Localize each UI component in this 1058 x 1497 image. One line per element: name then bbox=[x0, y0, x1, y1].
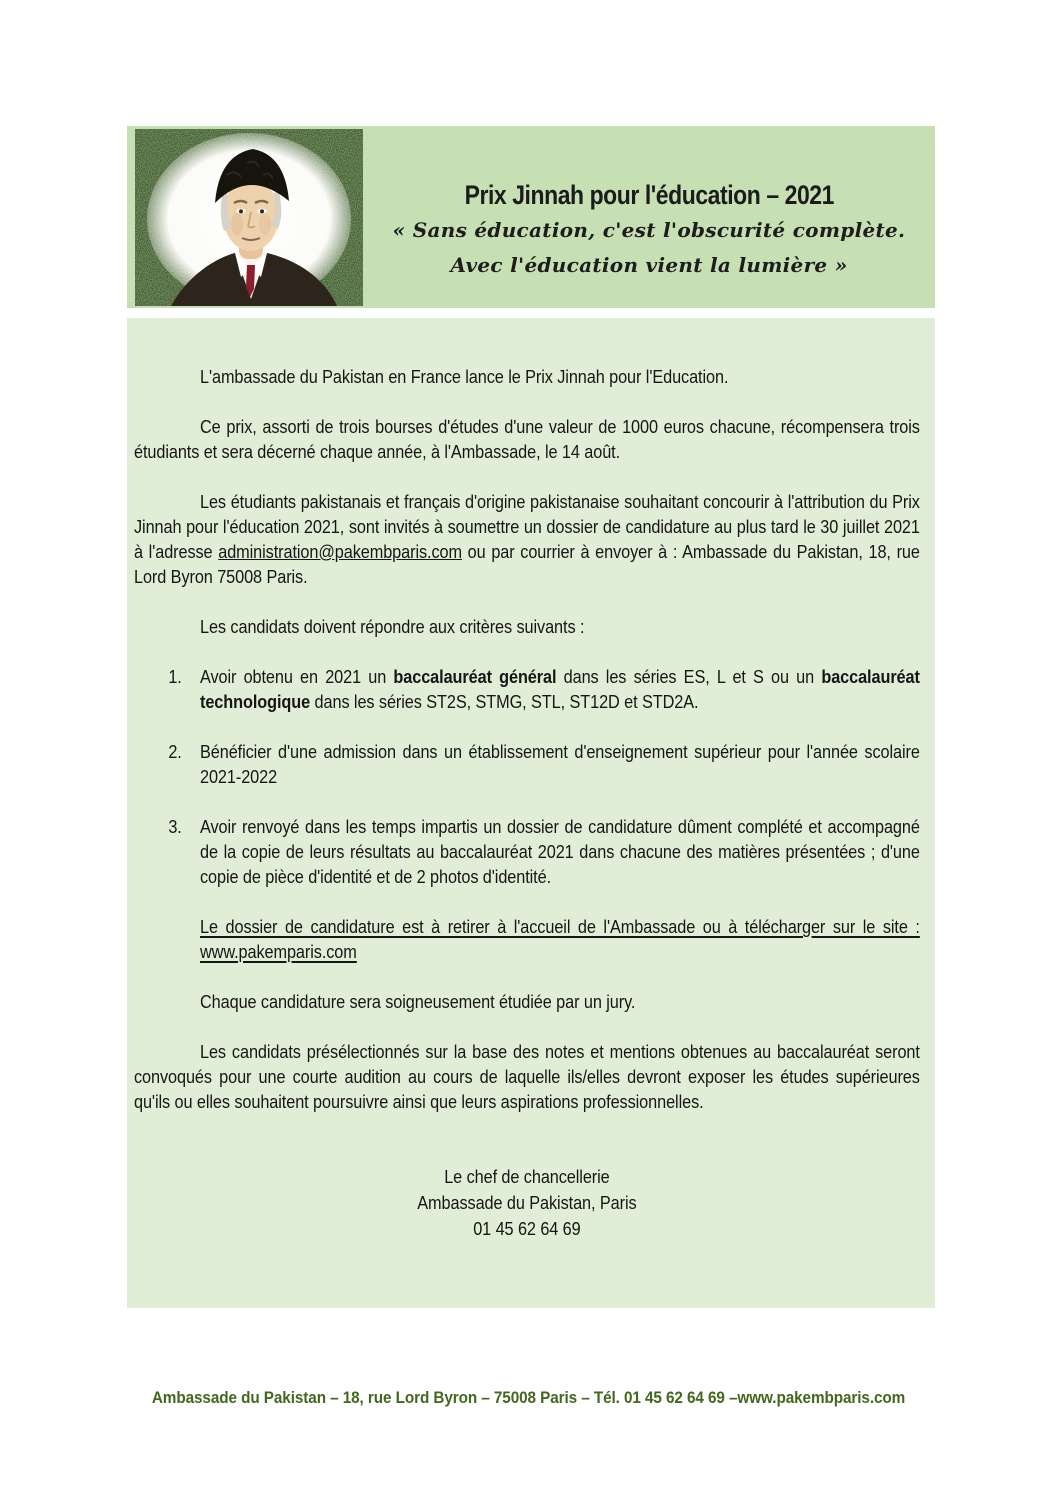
intro-paragraph: L'ambassade du Pakistan en France lance le Prix Jinnah pour l'Education. bbox=[200, 366, 729, 387]
page-title-text: Prix Jinnah pour l'éducation – 2021 bbox=[464, 180, 834, 210]
footer-text: Ambassade du Pakistan – 18, rue Lord Byron – 75008 Paris – Tél. 01 45 62 64 69 –www.pakembparis.com bbox=[152, 1388, 906, 1407]
quote-line-1: « Sans éducation, c'est l'obscurité complète. bbox=[392, 218, 906, 242]
criterion-1-bold-general: baccalauréat général bbox=[393, 666, 557, 687]
criterion-1-text-3: dans les séries ST2S, STMG, STL, ST12D et STD2A. bbox=[310, 691, 699, 712]
application-paragraph bbox=[134, 489, 920, 589]
jinnah-portrait bbox=[135, 129, 363, 306]
criterion-2 bbox=[134, 739, 920, 789]
criterion-1 bbox=[134, 664, 920, 714]
email-link[interactable]: administration@pakembparis.com bbox=[218, 541, 462, 562]
dossier-link-text: Le dossier de candidature est à retirer à l'accueil de l'Ambassade ou à télécharger sur le site : bbox=[200, 916, 920, 937]
criterion-3-text: Avoir renvoyé dans les temps impartis un dossier de candidature dûment complété et accompagné de la copie de leurs résultats au baccalauréat 2021 dans chacune des matières présentées ; d'une copie de pièce d'identité et de 2 photos d'identité. bbox=[200, 816, 920, 887]
quote-line-2: Avec l'éducation vient la lumière » bbox=[450, 253, 848, 277]
signature-phone: 01 45 62 64 69 bbox=[473, 1218, 581, 1239]
criterion-1-bold-technologique: baccalauréat technologique bbox=[200, 666, 920, 712]
criterion-2-text: Bénéficier d'une admission dans un établissement d'enseignement supérieur pour l'année scolaire 2021-2022 bbox=[200, 741, 920, 787]
content-block bbox=[127, 318, 935, 1308]
application-text-after: ou par courrier à envoyer à : Ambassade du Pakistan, 18, rue Lord Byron 75008 Paris. bbox=[134, 541, 920, 587]
signature-block bbox=[134, 1164, 920, 1242]
page-title bbox=[432, 180, 867, 211]
criterion-2-number: 2. bbox=[168, 741, 182, 762]
jury-line: Chaque candidature sera soigneusement étudiée par un jury. bbox=[200, 991, 636, 1012]
footer-line bbox=[0, 1388, 1058, 1408]
preselection-paragraph: Les candidats présélectionnés sur la base des notes et mentions obtenues au baccalauréat seront convoqués pour une courte audition au cours de laquelle ils/elles devront exposer les études supérieures qu'ils ou elles souhaitent poursuivre ainsi que leurs aspirations professionnelles. bbox=[134, 1041, 920, 1112]
prize-paragraph: Ce prix, assorti de trois bourses d'études d'une valeur de 1000 euros chacune, récompensera trois étudiants et sera décerné chaque année, à l'Ambassade, le 14 août. bbox=[134, 416, 920, 462]
signature-org: Ambassade du Pakistan, Paris bbox=[417, 1192, 637, 1213]
criterion-1-text-1: Avoir obtenu en 2021 un bbox=[200, 666, 394, 687]
website-link[interactable]: www.pakemparis.com bbox=[200, 941, 357, 962]
header-banner bbox=[127, 126, 935, 308]
criterion-1-number: 1. bbox=[168, 666, 182, 687]
application-text-before: Les étudiants pakistanais et français d'origine pakistanaise souhaitant concourir à l'attribution du Prix Jinnah pour l'éducation 2021, sont invités à soumettre un dossier de candidature au plus tard le 30 juillet 2021 à l'adresse bbox=[134, 491, 920, 562]
criterion-3 bbox=[134, 814, 920, 889]
criterion-1-text-2: dans les séries ES, L et S ou un bbox=[556, 666, 822, 687]
header-text bbox=[363, 126, 935, 308]
content-text bbox=[134, 364, 920, 1242]
signature-role: Le chef de chancellerie bbox=[444, 1166, 610, 1187]
dossier-link-paragraph bbox=[200, 914, 920, 964]
criteria-intro: Les candidats doivent répondre aux critères suivants : bbox=[200, 616, 585, 637]
criterion-3-number: 3. bbox=[168, 816, 182, 837]
jinnah-portrait-image bbox=[135, 129, 363, 306]
